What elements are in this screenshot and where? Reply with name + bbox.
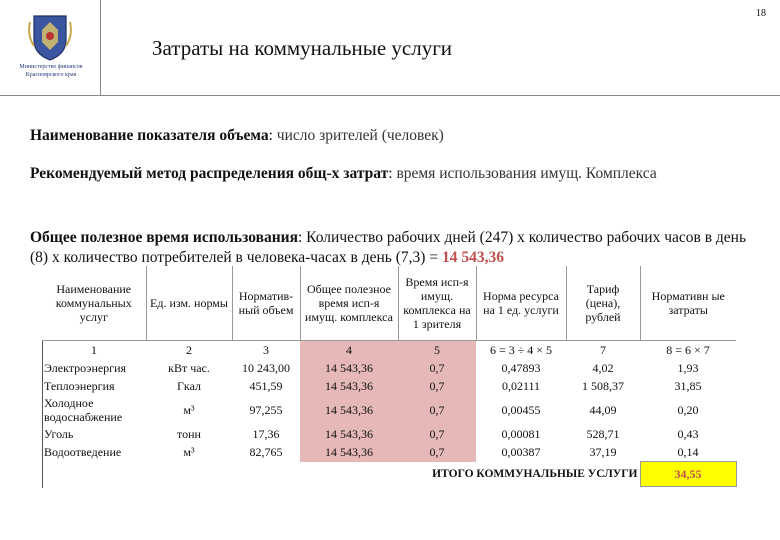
total-time-cell: 14 543,36 bbox=[300, 425, 398, 443]
method-label: Рекомендуемый метод распределения общ-х затрат bbox=[30, 165, 389, 182]
cost-cell: 31,85 bbox=[674, 379, 702, 393]
useful-time-label: Общее полезное время использования bbox=[30, 229, 298, 246]
norm-cell: 0,00387 bbox=[501, 445, 541, 460]
volume-cell: 82,765 bbox=[249, 445, 283, 460]
total-label: ИТОГО КОММУНАЛЬНЫЕ УСЛУГИ bbox=[432, 468, 638, 480]
header-cell: Норма ресурса на 1 ед. услуги bbox=[476, 266, 566, 341]
time-per-viewer-cell: 0,7 bbox=[398, 377, 476, 395]
table-row bbox=[42, 425, 736, 443]
header-vertical-rule bbox=[100, 0, 101, 95]
service-name: Электроэнергия bbox=[44, 361, 127, 375]
total-time-cell: 14 543,36 bbox=[300, 443, 398, 462]
cost-cell: 0,43 bbox=[677, 427, 699, 441]
service-name: Холодное водоснабжение bbox=[44, 396, 123, 424]
volume-cell: 17,36 bbox=[252, 427, 280, 441]
index-cell: 7 bbox=[600, 343, 606, 357]
unit-cell: Гкал bbox=[176, 379, 201, 393]
indicator-paragraph: Наименование показателя объема: число зрителей (человек) bbox=[30, 127, 444, 144]
header-cell: Время исп-я имущ. комплекса на 1 зрителя bbox=[398, 266, 476, 341]
time-per-viewer-cell: 0,7 bbox=[398, 443, 476, 462]
tariff-cell: 4,02 bbox=[592, 361, 614, 375]
index-cell: 1 bbox=[91, 343, 97, 357]
header-cell: Ед. изм. нормы bbox=[146, 266, 232, 341]
table-row bbox=[42, 359, 736, 377]
norm-cell: 0,02111 bbox=[501, 379, 541, 393]
ministry-name bbox=[10, 63, 92, 79]
useful-time-paragraph: Общее полезное время использования: Количество рабочих дней (247) х количество рабочих часов в день (8) х количество потребителей в человека-часах в день (7,3) = 14 543,36 bbox=[30, 229, 747, 266]
norm-cell: 0,00455 bbox=[501, 403, 541, 417]
indicator-label: Наименование показателя объема bbox=[30, 127, 269, 144]
tariff-cell: 528,71 bbox=[586, 427, 620, 441]
total-value: 34,55 bbox=[640, 462, 736, 487]
coat-of-arms-icon bbox=[28, 12, 72, 62]
ministry-line-1: Министерство финансов bbox=[19, 64, 83, 70]
unit-cell: тонн bbox=[177, 427, 201, 441]
index-cell: 2 bbox=[186, 343, 192, 357]
useful-time-result: 14 543,36 bbox=[441, 249, 504, 266]
cost-cell: 0,20 bbox=[677, 403, 699, 417]
index-cell: 6 = 3 ÷ 4 × 5 bbox=[489, 343, 553, 357]
page-title: Затраты на коммунальные услуги bbox=[152, 36, 453, 60]
volume-cell: 97,255 bbox=[249, 403, 283, 417]
method-paragraph: Рекомендуемый метод распределения общ-х затрат: время использования имущ. Комплекса bbox=[30, 165, 657, 182]
header-cell: Тариф (цена), рублей bbox=[566, 266, 640, 341]
cost-cell: 0,14 bbox=[677, 445, 699, 459]
header-horizontal-rule bbox=[0, 95, 780, 96]
index-row bbox=[42, 341, 736, 360]
cost-cell: 1,93 bbox=[677, 361, 699, 375]
unit-cell: м³ bbox=[183, 403, 195, 417]
total-time-cell: 14 543,36 bbox=[300, 395, 398, 425]
volume-cell: 451,59 bbox=[249, 379, 283, 393]
service-name: Водоотведение bbox=[44, 445, 122, 460]
norm-cell: 0,47893 bbox=[501, 361, 541, 375]
index-cell: 5 bbox=[398, 341, 476, 360]
service-name: Теплоэнергия bbox=[44, 379, 115, 393]
total-time-cell: 14 543,36 bbox=[300, 377, 398, 395]
header-cell: Общее полезное время исп-я имущ. комплекса bbox=[300, 266, 398, 341]
unit-cell: м³ bbox=[183, 445, 195, 460]
tariff-cell: 44,09 bbox=[589, 403, 617, 417]
volume-cell: 10 243,00 bbox=[242, 361, 290, 375]
time-per-viewer-cell: 0,7 bbox=[398, 359, 476, 377]
ministry-line-2: Красноярского края bbox=[25, 72, 77, 78]
table-row bbox=[42, 377, 736, 395]
index-cell: 4 bbox=[300, 341, 398, 360]
total-time-cell: 14 543,36 bbox=[300, 359, 398, 377]
header-cell: Норматив-ный объем bbox=[232, 266, 300, 341]
header-cell: Наименование коммунальных услуг bbox=[42, 266, 146, 341]
service-name: Уголь bbox=[44, 427, 74, 441]
table-row bbox=[42, 443, 736, 462]
time-per-viewer-cell: 0,7 bbox=[398, 395, 476, 425]
index-cell: 3 bbox=[263, 343, 269, 357]
table-row bbox=[42, 395, 736, 425]
index-cell: 8 = 6 × 7 bbox=[666, 343, 710, 357]
method-value: время использования имущ. Комплекса bbox=[396, 165, 657, 182]
total-row bbox=[42, 462, 736, 487]
indicator-value: число зрителей (человек) bbox=[276, 127, 444, 144]
norm-cell: 0,00081 bbox=[501, 427, 541, 441]
time-per-viewer-cell: 0,7 bbox=[398, 425, 476, 443]
tariff-cell: 1 508,37 bbox=[582, 379, 624, 393]
table-header-row bbox=[42, 266, 736, 341]
useful-time-text: Количество рабочих дней (247) х количество рабочих часов в день (8) х количество потребителей в человека-часах в день (7,3) = bbox=[30, 229, 747, 266]
tariff-cell: 37,19 bbox=[589, 445, 617, 460]
utility-costs-table bbox=[42, 266, 737, 487]
header-cell: Нормативн ые затраты bbox=[640, 266, 736, 341]
unit-cell: кВт час. bbox=[168, 361, 210, 375]
page-number: 18 bbox=[756, 8, 766, 19]
